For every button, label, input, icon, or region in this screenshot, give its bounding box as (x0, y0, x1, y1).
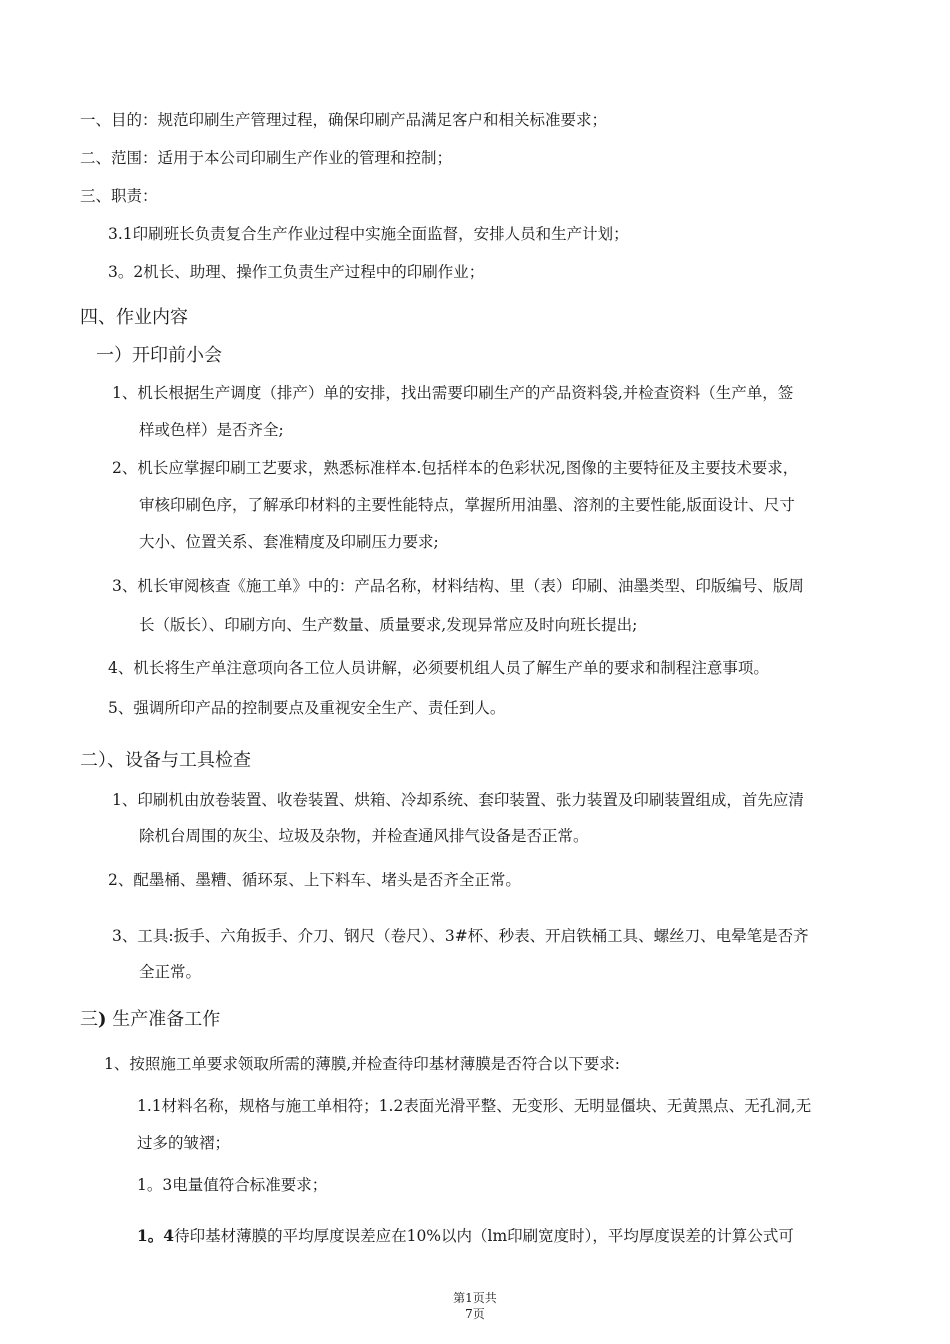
equipment-item-1: 1、印刷机由放卷装置、收卷装置、烘箱、冷却系统、套印装置、张力装置及印刷装置组成，首先应清 (112, 791, 804, 809)
equipment-item-1-cont: 除机台周围的灰尘、垃圾及杂物，并检查通风排气设备是否正常。 (139, 827, 589, 845)
subsection-pre-print-meeting: 一）开印前小会 (96, 345, 222, 366)
prep-item-1-1-cont: 过多的皱褶； (137, 1134, 231, 1152)
production-prep-label: 生产准备工作 (106, 1009, 221, 1030)
pre-print-item-2-cont2: 大小、位置关系、套准精度及印刷压力要求; (139, 533, 439, 551)
subsection-equipment-check: 二）、设备与工具检查 (80, 750, 251, 771)
pre-print-item-1: 1、机长根据生产调度（排产）单的安排，找出需要印刷生产的产品资料袋,并检查资料（生产单，签 (112, 384, 794, 402)
page-number-line-2: 7页 (465, 1307, 485, 1321)
pre-print-item-2-cont: 审核印刷色序，了解承印材料的主要性能特点，掌握所用油墨、溶剂的主要性能,版面设计、尺寸 (139, 496, 795, 514)
equipment-item-3: 3、工具:扳手、六角扳手、介刀、钢尺（卷尺）、3#杯、秒表、开启铁桶工具、螺丝刀、电晕笔是否齐 (112, 927, 809, 945)
section-duties-heading: 三、职责： (80, 187, 158, 205)
duty-3-2: 3。2机长、助理、操作工负责生产过程中的印刷作业； (108, 263, 485, 281)
section-work-content-heading: 四、作业内容 (80, 307, 188, 328)
subsection-production-prep (80, 1008, 220, 1032)
pre-print-item-5: 5、强调所印产品的控制要点及重视安全生产、责任到人。 (108, 699, 506, 717)
prep-item-1-4 (137, 1226, 794, 1246)
prep-item-1: 1、按照施工单要求领取所需的薄膜,并检查待印基材薄膜是否符合以下要求: (104, 1055, 621, 1073)
duty-3-1: 3.1印刷班长负责复合生产作业过程中实施全面监督，安排人员和生产计划； (108, 225, 629, 243)
page-number-line-1: 第1页共 (453, 1291, 497, 1305)
prep-item-1-4-text: 待印基材薄膜的平均厚度误差应在10%以内（lm印刷宽度时），平均厚度误差的计算公式可 (174, 1227, 794, 1245)
section-scope: 二、范围：适用于本公司印刷生产作业的管理和控制； (80, 149, 453, 167)
pre-print-item-3-cont: 长（版长）、印刷方向、生产数量、质量要求,发现异常应及时向班长提出; (139, 616, 638, 634)
equipment-item-2: 2、配墨桶、墨糟、循环泵、上下料车、堵头是否齐全正常。 (108, 871, 521, 889)
equipment-item-3-cont: 全正常。 (139, 963, 202, 981)
section-purpose: 一、目的：规范印刷生产管理过程，确保印刷产品满足客户和相关标准要求； (80, 111, 608, 129)
pre-print-item-4: 4、机长将生产单注意项向各工位人员讲解，必须要机组人员了解生产单的要求和制程注意事项。 (108, 659, 769, 677)
production-prep-paren: ) (98, 1009, 107, 1030)
prep-item-1-1: 1.1材料名称，规格与施工单相符；1.2表面光滑平整、无变形、无明显僵块、无黄黑点、无孔洞,无 (137, 1097, 812, 1115)
pre-print-item-2: 2、机长应掌握印刷工艺要求，熟悉标准样本.包括样本的色彩状况,图像的主要特征及主要技术要求， (112, 459, 799, 477)
pre-print-item-3: 3、机长审阅核查《施工单》中的：产品名称，材料结构、里（表）印刷、油墨类型、印版编号、版周 (112, 577, 804, 595)
production-prep-number: 三 (80, 1009, 98, 1030)
pre-print-item-1-cont: 样或色样）是否齐全; (139, 421, 284, 439)
prep-item-1-3: 1。3电量值符合标准要求； (137, 1176, 328, 1194)
prep-item-1-4-number: 1。4 (137, 1226, 175, 1245)
